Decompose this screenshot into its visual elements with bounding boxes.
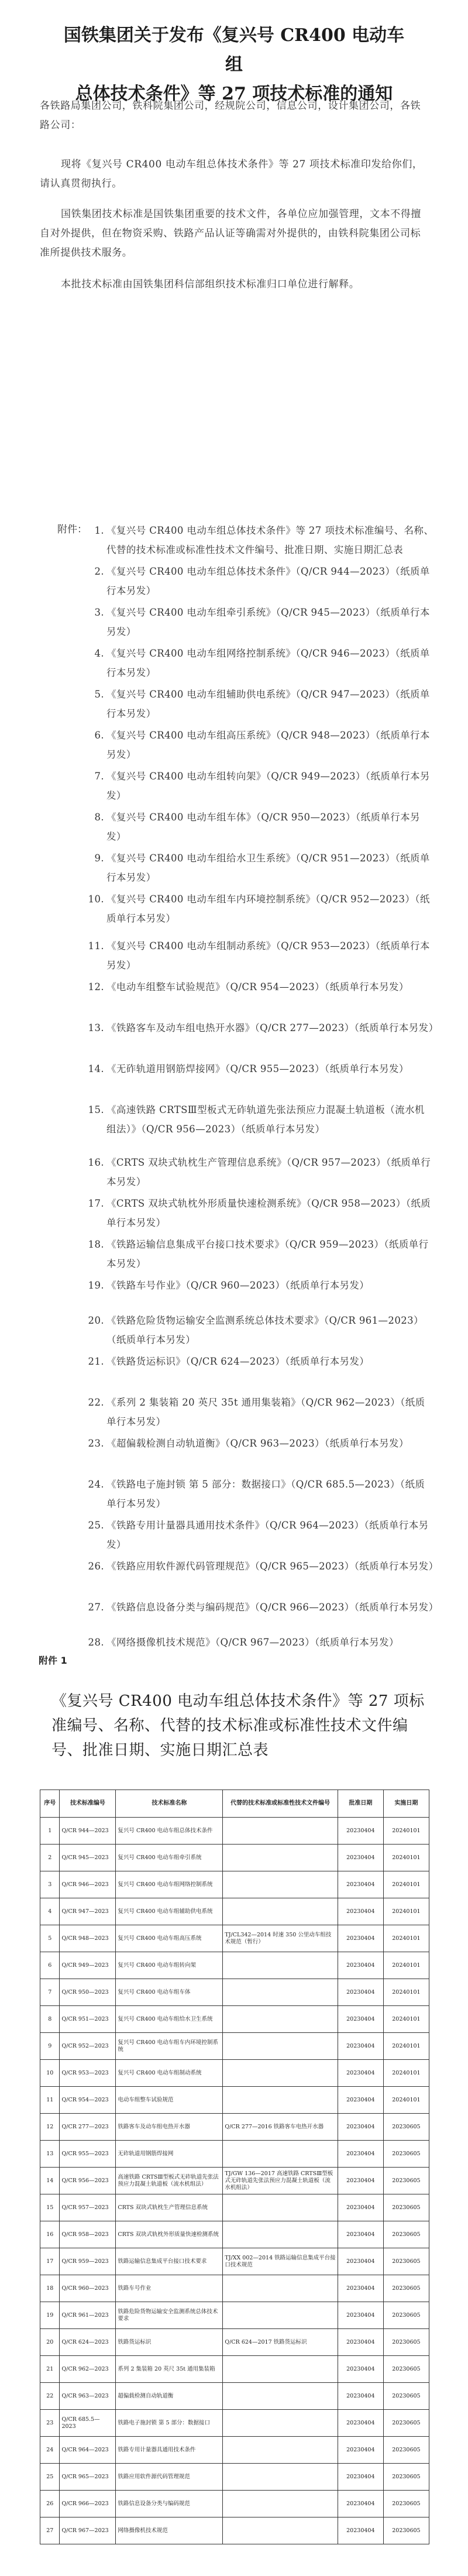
attachment-number: 10. bbox=[88, 894, 104, 905]
attachment-item bbox=[88, 1598, 439, 1617]
table-cell: 13 bbox=[40, 2141, 60, 2168]
table-cell: 20240101 bbox=[383, 1898, 429, 1925]
table-cell: TJ/XX 002—2014 铁路运输信息集成平台接口技术规范 bbox=[223, 2248, 338, 2275]
table-cell: Q/CR 967—2023 bbox=[60, 2517, 116, 2544]
table-cell: 20 bbox=[40, 2329, 60, 2356]
attachment-number: 23. bbox=[88, 1438, 104, 1449]
table-row bbox=[40, 2114, 429, 2141]
attachment-text: 《铁路车号作业》（Q/CR 960—2023）（纸质单行本另发） bbox=[106, 1280, 370, 1291]
table-cell: 20230605 bbox=[383, 2356, 429, 2383]
attachment-number: 24. bbox=[88, 1479, 104, 1490]
attachment-text: 《无砟轨道用钢筋焊接网》（Q/CR 955—2023）（纸质单行本另发） bbox=[106, 1063, 409, 1074]
table-cell bbox=[223, 1871, 338, 1898]
table-cell: 20240101 bbox=[383, 1979, 429, 2006]
attachment-text: 《铁路电子施封锁 第 5 部分：数据接口》（Q/CR 685.5—2023）（纸质单行本另发） bbox=[106, 1479, 425, 1509]
table-cell: 20240101 bbox=[383, 2033, 429, 2060]
table-cell: Q/CR 951—2023 bbox=[60, 2006, 116, 2033]
table-cell: 19 bbox=[40, 2302, 60, 2329]
table-row bbox=[40, 2491, 429, 2517]
table-row bbox=[40, 2087, 429, 2114]
table-cell: Q/CR 956—2023 bbox=[60, 2168, 116, 2194]
attachment-number: 27. bbox=[88, 1602, 104, 1613]
table-row bbox=[40, 2464, 429, 2491]
table-cell: 5 bbox=[40, 1925, 60, 1952]
table-row bbox=[40, 2006, 429, 2033]
attachment-item bbox=[88, 1475, 434, 1513]
attachment-item bbox=[88, 1059, 434, 1079]
table-cell: 20230605 bbox=[383, 2383, 429, 2410]
attachment-text: 《铁路专用计量器具通用技术条件》（Q/CR 964—2023）（纸质单行本另发） bbox=[106, 1520, 429, 1550]
attachment-item bbox=[88, 1516, 434, 1554]
table-cell: Q/CR 947—2023 bbox=[60, 1898, 116, 1925]
attachment-text: 《铁路危险货物运输安全监测系统总体技术要求》（Q/CR 961—2023）（纸质单行本另发） bbox=[106, 1315, 424, 1345]
table-row bbox=[40, 2194, 429, 2221]
table-row bbox=[40, 2356, 429, 2383]
attachment-number: 7. bbox=[94, 771, 104, 782]
table-cell: 铁路危险货物运输安全监测系统总体技术要求 bbox=[116, 2302, 223, 2329]
attachment-text: 《复兴号 CR400 电动车组总体技术条件》（Q/CR 944—2023）（纸质单行本另发） bbox=[106, 566, 430, 596]
attachment-item bbox=[94, 849, 434, 887]
table-row bbox=[40, 2437, 429, 2464]
table-cell: 7 bbox=[40, 1979, 60, 2006]
attachment-text: 《复兴号 CR400 电动车组网络控制系统》（Q/CR 946—2023）（纸质单行本另发） bbox=[106, 648, 430, 678]
attachment-text: 《复兴号 CR400 电动车组辅助供电系统》（Q/CR 947—2023）（纸质单行本另发） bbox=[106, 689, 430, 719]
table-cell bbox=[223, 2087, 338, 2114]
column-header: 技术标准名称 bbox=[116, 1790, 223, 1818]
attachment-text: 《铁路应用软件源代码管理规范》（Q/CR 965—2023）（纸质单行本另发） bbox=[106, 1561, 439, 1572]
table-cell bbox=[223, 2517, 338, 2544]
table-cell: 20230404 bbox=[338, 2248, 383, 2275]
table-cell: 铁路应用软件源代码管理规范 bbox=[116, 2464, 223, 2491]
attachment-number: 9. bbox=[94, 853, 104, 864]
table-cell bbox=[223, 2383, 338, 2410]
attachment-text: 《系列 2 集装箱 20 英尺 35t 通用集装箱》（Q/CR 962—2023）（纸质单行本另发） bbox=[106, 1397, 425, 1427]
table-cell: 复兴号 CR400 电动车组制动系统 bbox=[116, 2060, 223, 2087]
table-cell: Q/CR 948—2023 bbox=[60, 1925, 116, 1952]
attachment-number: 25. bbox=[88, 1520, 104, 1531]
table-cell: Q/CR 945—2023 bbox=[60, 1845, 116, 1871]
attachment-item bbox=[88, 889, 434, 928]
table-cell: 20230605 bbox=[383, 2437, 429, 2464]
attachment-text: 《CRTS 双块式轨枕生产管理信息系统》（Q/CR 957—2023）（纸质单行本另发） bbox=[106, 1157, 431, 1187]
table-cell: 4 bbox=[40, 1898, 60, 1925]
table-cell: 20230605 bbox=[383, 2329, 429, 2356]
table-row bbox=[40, 1979, 429, 2006]
attachment-number: 18. bbox=[88, 1239, 104, 1250]
table-cell: 2 bbox=[40, 1845, 60, 1871]
attachment-item bbox=[88, 1393, 434, 1431]
table-cell: 21 bbox=[40, 2356, 60, 2383]
table-cell: Q/CR 958—2023 bbox=[60, 2221, 116, 2248]
table-row bbox=[40, 1845, 429, 1871]
table-cell: 20230404 bbox=[338, 2221, 383, 2248]
table-cell: 复兴号 CR400 电动车组网络控制系统 bbox=[116, 1871, 223, 1898]
table-cell: 16 bbox=[40, 2221, 60, 2248]
attachment-item bbox=[88, 1276, 434, 1295]
attachment-text: 《复兴号 CR400 电动车组高压系统》（Q/CR 948—2023）（纸质单行本另发） bbox=[106, 730, 430, 760]
table-row bbox=[40, 2060, 429, 2087]
table-cell: 20240101 bbox=[383, 2060, 429, 2087]
table-cell: Q/CR 960—2023 bbox=[60, 2275, 116, 2302]
table-cell bbox=[223, 2356, 338, 2383]
table-cell: Q/CR 963—2023 bbox=[60, 2383, 116, 2410]
table-cell: 复兴号 CR400 电动车组总体技术条件 bbox=[116, 1818, 223, 1845]
table-cell: 铁路运输信息集成平台接口技术要求 bbox=[116, 2248, 223, 2275]
attachment-number: 12. bbox=[88, 981, 104, 992]
table-cell: 20230404 bbox=[338, 2302, 383, 2329]
annex-title: 《复兴号 CR400 电动车组总体技术条件》等 27 项标准编号、名称、代替的技术标准或标准性技术文件编号、批准日期、实施日期汇总表 bbox=[51, 1692, 425, 1759]
attachment-number: 22. bbox=[88, 1397, 104, 1408]
attachment-number: 2. bbox=[94, 566, 104, 577]
table-cell: 铁路专用计量器具通用技术条件 bbox=[116, 2437, 223, 2464]
table-row bbox=[40, 2383, 429, 2410]
table-cell: 12 bbox=[40, 2114, 60, 2141]
attachment-number: 5. bbox=[94, 689, 104, 700]
attachment-number: 28. bbox=[88, 1637, 104, 1648]
paragraph-1: 现将《复兴号 CR400 电动车组总体技术条件》等 27 项技术标准印发给你们，请认真贯彻执行。 bbox=[40, 159, 423, 190]
table-cell: 20230605 bbox=[383, 2464, 429, 2491]
table-cell: 铁路电子施封锁 第 5 部分：数据接口 bbox=[116, 2410, 223, 2437]
table-cell: 20230404 bbox=[338, 2517, 383, 2544]
table-cell: 铁路车号作业 bbox=[116, 2275, 223, 2302]
attachment-item bbox=[88, 936, 434, 975]
table-cell: 6 bbox=[40, 1952, 60, 1979]
attachment-number: 17. bbox=[88, 1198, 104, 1209]
table-cell: 20230404 bbox=[338, 2329, 383, 2356]
attachment-text: 《复兴号 CR400 电动车组转向架》（Q/CR 949—2023）（纸质单行本另发） bbox=[106, 771, 430, 801]
table-row bbox=[40, 1871, 429, 1898]
table-cell: 20230404 bbox=[338, 2033, 383, 2060]
table-cell: 系列 2 集装箱 20 英尺 35t 通用集装箱 bbox=[116, 2356, 223, 2383]
table-cell: Q/CR 952—2023 bbox=[60, 2033, 116, 2060]
table-cell: 20230605 bbox=[383, 2517, 429, 2544]
table-cell: 20230605 bbox=[383, 2141, 429, 2168]
attachment-item bbox=[94, 521, 434, 559]
attachment-item bbox=[88, 1235, 434, 1273]
table-cell: 20230404 bbox=[338, 1818, 383, 1845]
attachment-number: 13. bbox=[88, 1022, 104, 1033]
table-cell: 20230404 bbox=[338, 2087, 383, 2114]
table-cell: Q/CR 624—2017 铁路货运标识 bbox=[223, 2329, 338, 2356]
attachment-item bbox=[88, 1633, 434, 1652]
table-cell: Q/CR 959—2023 bbox=[60, 2248, 116, 2275]
table-cell: Q/CR 949—2023 bbox=[60, 1952, 116, 1979]
table-cell: Q/CR 950—2023 bbox=[60, 1979, 116, 2006]
table-cell: 20230404 bbox=[338, 1979, 383, 2006]
attachment-item bbox=[88, 1311, 434, 1349]
table-cell: 3 bbox=[40, 1871, 60, 1898]
table-cell: 20230605 bbox=[383, 2168, 429, 2194]
table-cell: 20230404 bbox=[338, 1952, 383, 1979]
table-cell: 26 bbox=[40, 2491, 60, 2517]
table-cell: Q/CR 624—2023 bbox=[60, 2329, 116, 2356]
table-cell: 22 bbox=[40, 2383, 60, 2410]
table-cell: 20230605 bbox=[383, 2275, 429, 2302]
table-cell: 1 bbox=[40, 1818, 60, 1845]
table-cell: 无砟轨道用钢筋焊接网 bbox=[116, 2141, 223, 2168]
attachment-item bbox=[88, 1194, 434, 1232]
attachment-text: 《铁路信息设备分类与编码规范》（Q/CR 966—2023）（纸质单行本另发） bbox=[106, 1602, 439, 1613]
attachment-text: 《铁路运输信息集成平台接口技术要求》（Q/CR 959—2023）（纸质单行本另发） bbox=[106, 1239, 429, 1269]
attachment-number: 26. bbox=[88, 1561, 104, 1572]
notice-title bbox=[58, 21, 410, 109]
table-cell: 17 bbox=[40, 2248, 60, 2275]
table-cell bbox=[223, 1818, 338, 1845]
column-header: 序号 bbox=[40, 1790, 60, 1818]
paragraph-3: 本批技术标准由国铁集团科信部组织技术标准归口单位进行解释。 bbox=[61, 279, 360, 290]
table-cell bbox=[223, 1898, 338, 1925]
table-row bbox=[40, 2517, 429, 2544]
attachment-item bbox=[88, 1434, 434, 1453]
table-cell: Q/CR 955—2023 bbox=[60, 2141, 116, 2168]
table-cell: 25 bbox=[40, 2464, 60, 2491]
attachment-text: 《复兴号 CR400 电动车组牵引系统》（Q/CR 945—2023）（纸质单行本另发） bbox=[106, 607, 430, 637]
table-cell: Q/CR 964—2023 bbox=[60, 2437, 116, 2464]
table-cell: 20230404 bbox=[338, 2464, 383, 2491]
table-cell: 20240101 bbox=[383, 2006, 429, 2033]
attachment-text: 《高速铁路 CRTSⅢ型板式无砟轨道先张法预应力混凝土轨道板（流水机组法）》（Q/CR 956—2023）（纸质单行本另发） bbox=[106, 1104, 425, 1135]
attachment-number: 21. bbox=[88, 1356, 104, 1367]
attachment-item bbox=[94, 685, 434, 723]
table-row bbox=[40, 2141, 429, 2168]
table-cell: 高速铁路 CRTSⅢ型板式无砟轨道先张法预应力混凝土轨道板（流水机组法） bbox=[116, 2168, 223, 2194]
column-header: 实施日期 bbox=[383, 1790, 429, 1818]
table-cell: 20230605 bbox=[383, 2248, 429, 2275]
attachment-number: 19. bbox=[88, 1280, 104, 1291]
attachment-number: 11. bbox=[88, 940, 104, 952]
attachment-number: 16. bbox=[88, 1157, 104, 1168]
attachment-item bbox=[94, 767, 434, 805]
table-cell: CRTS 双块式轨枕外形质量快速检测系统 bbox=[116, 2221, 223, 2248]
attachment-item bbox=[88, 1352, 434, 1371]
table-cell: 27 bbox=[40, 2517, 60, 2544]
table-cell: 15 bbox=[40, 2194, 60, 2221]
attachment-text: 《复兴号 CR400 电动车组制动系统》（Q/CR 953—2023）（纸质单行本另发） bbox=[106, 940, 430, 971]
attachment-number: 3. bbox=[94, 607, 104, 618]
table-cell: 20230404 bbox=[338, 2114, 383, 2141]
attachment-text: 《电动车组整车试验规范》（Q/CR 954—2023）（纸质单行本另发） bbox=[106, 981, 409, 992]
attachment-number: 6. bbox=[94, 730, 104, 741]
table-cell bbox=[223, 1979, 338, 2006]
table-cell: Q/CR 685.5—2023 bbox=[60, 2410, 116, 2437]
attachment-text: 《复兴号 CR400 电动车组给水卫生系统》（Q/CR 951—2023）（纸质单行本另发） bbox=[106, 853, 430, 883]
table-cell: 复兴号 CR400 电动车组车内环境控制系统 bbox=[116, 2033, 223, 2060]
attachment-item bbox=[88, 1100, 434, 1139]
attachment-item bbox=[88, 1153, 434, 1191]
table-cell bbox=[223, 1845, 338, 1871]
table-cell: 超偏载检测自动轨道衡 bbox=[116, 2383, 223, 2410]
attachment-item bbox=[88, 977, 434, 997]
table-cell: 铁路信息设备分类与编码规范 bbox=[116, 2491, 223, 2517]
attachment-number: 14. bbox=[88, 1063, 104, 1074]
table-cell: 20230404 bbox=[338, 2383, 383, 2410]
table-cell: Q/CR 966—2023 bbox=[60, 2491, 116, 2517]
table-row bbox=[40, 2410, 429, 2437]
table-cell: 8 bbox=[40, 2006, 60, 2033]
table-cell: TJ/GW 136—2017 高速铁路 CRTSⅢ型板式无砟轨道先张法预应力混凝土轨道板（流水机组法） bbox=[223, 2168, 338, 2194]
table-cell bbox=[223, 2437, 338, 2464]
attachment-text: 《复兴号 CR400 电动车组总体技术条件》等 27 项技术标准编号、名称、代替的技术标准或标准性技术文件编号、批准日期、实施日期汇总表 bbox=[106, 525, 434, 555]
attachment-item bbox=[94, 562, 434, 600]
column-header: 批准日期 bbox=[338, 1790, 383, 1818]
attachment-item bbox=[94, 644, 434, 682]
table-cell bbox=[223, 2006, 338, 2033]
table-cell: 20240101 bbox=[383, 1845, 429, 1871]
attachment-item bbox=[94, 603, 434, 641]
table-cell: Q/CR 961—2023 bbox=[60, 2302, 116, 2329]
table-cell bbox=[223, 2033, 338, 2060]
table-cell: 20230605 bbox=[383, 2194, 429, 2221]
attachment-text: 《CRTS 双块式轨枕外形质量快速检测系统》（Q/CR 958—2023）（纸质单行本另发） bbox=[106, 1198, 431, 1228]
table-cell: 复兴号 CR400 电动车组辅助供电系统 bbox=[116, 1898, 223, 1925]
table-cell: 20230404 bbox=[338, 1898, 383, 1925]
attachment-number: 8. bbox=[94, 812, 104, 823]
table-cell: 20230404 bbox=[338, 1845, 383, 1871]
table-cell: 复兴号 CR400 电动车组转向架 bbox=[116, 1952, 223, 1979]
table-cell: 复兴号 CR400 电动车组给水卫生系统 bbox=[116, 2006, 223, 2033]
attachment-number: 4. bbox=[94, 648, 104, 659]
table-cell: 20230404 bbox=[338, 2194, 383, 2221]
table-cell bbox=[223, 2464, 338, 2491]
table-cell: 20240101 bbox=[383, 1925, 429, 1952]
table-cell: 20230404 bbox=[338, 2060, 383, 2087]
table-row bbox=[40, 1952, 429, 1979]
table-row bbox=[40, 2221, 429, 2248]
table-cell bbox=[223, 2410, 338, 2437]
attachment-item bbox=[94, 808, 434, 846]
table-cell: 电动车组整车试验规范 bbox=[116, 2087, 223, 2114]
attachment-text: 《复兴号 CR400 电动车组车体》（Q/CR 950—2023）（纸质单行本另发） bbox=[106, 812, 420, 842]
attachment-text: 《超偏载检测自动轨道衡》（Q/CR 963—2023）（纸质单行本另发） bbox=[106, 1438, 409, 1449]
table-cell: 14 bbox=[40, 2168, 60, 2194]
table-cell: 11 bbox=[40, 2087, 60, 2114]
table-cell: 铁路客车及动车组电热开水器 bbox=[116, 2114, 223, 2141]
table-cell: 23 bbox=[40, 2410, 60, 2437]
table-row bbox=[40, 2302, 429, 2329]
title-line-1: 国铁集团关于发布《复兴号 CR400 电动车组 bbox=[63, 25, 405, 75]
table-cell: 18 bbox=[40, 2275, 60, 2302]
paragraph-2: 国铁集团技术标准是国铁集团重要的技术文件，各单位应加强管理，文本不得擅自对外提供，但在物资采购、铁路产品认证等确需对外提供的，由铁科院集团公司标准所提供技术服务。 bbox=[40, 208, 421, 259]
table-cell: CRTS 双块式轨枕生产管理信息系统 bbox=[116, 2194, 223, 2221]
attachment-item bbox=[88, 1557, 439, 1576]
column-header: 代替的技术标准或标准性技术文件编号 bbox=[223, 1790, 338, 1818]
table-cell: 20230404 bbox=[338, 2006, 383, 2033]
table-cell: 20230404 bbox=[338, 2141, 383, 2168]
table-cell: 20230404 bbox=[338, 2410, 383, 2437]
attachment-item bbox=[94, 726, 434, 764]
attachment-number: 1. bbox=[94, 525, 104, 536]
table-cell: 20230404 bbox=[338, 2275, 383, 2302]
column-header: 技术标准编号 bbox=[60, 1790, 116, 1818]
table-cell bbox=[223, 2141, 338, 2168]
table-cell: 20240101 bbox=[383, 1952, 429, 1979]
table-cell: 20230404 bbox=[338, 1871, 383, 1898]
attachment-item bbox=[88, 1018, 439, 1038]
table-cell: Q/CR 944—2023 bbox=[60, 1818, 116, 1845]
table-row bbox=[40, 2248, 429, 2275]
table-row bbox=[40, 1898, 429, 1925]
table-cell: 20230605 bbox=[383, 2491, 429, 2517]
recipients: 各铁路局集团公司，铁科院集团公司，经规院公司，信息公司，设计集团公司，各铁路公司： bbox=[40, 100, 421, 131]
table-cell: Q/CR 957—2023 bbox=[60, 2194, 116, 2221]
table-cell: 20230605 bbox=[383, 2302, 429, 2329]
table-cell bbox=[223, 2275, 338, 2302]
annex-label: 附件 1 bbox=[39, 1655, 67, 1666]
table-cell: 20240101 bbox=[383, 1871, 429, 1898]
table-cell: 复兴号 CR400 电动车组车体 bbox=[116, 1979, 223, 2006]
table-row bbox=[40, 2275, 429, 2302]
table-cell bbox=[223, 1952, 338, 1979]
table-cell bbox=[223, 2302, 338, 2329]
attachment-number: 15. bbox=[88, 1104, 104, 1115]
table-cell: 20240101 bbox=[383, 1818, 429, 1845]
table-cell: Q/CR 277—2016 铁路客车电热开水器 bbox=[223, 2114, 338, 2141]
table-row bbox=[40, 2033, 429, 2060]
table-cell bbox=[223, 2060, 338, 2087]
table-cell: 10 bbox=[40, 2060, 60, 2087]
table-cell: 复兴号 CR400 电动车组高压系统 bbox=[116, 1925, 223, 1952]
table-cell: 复兴号 CR400 电动车组牵引系统 bbox=[116, 1845, 223, 1871]
table-cell: 9 bbox=[40, 2033, 60, 2060]
table-row bbox=[40, 1925, 429, 1952]
attachment-text: 《复兴号 CR400 电动车组车内环境控制系统》（Q/CR 952—2023）（纸质单行本另发） bbox=[106, 894, 430, 924]
table-cell: Q/CR 953—2023 bbox=[60, 2060, 116, 2087]
table-cell bbox=[223, 2491, 338, 2517]
table-cell: Q/CR 954—2023 bbox=[60, 2087, 116, 2114]
table-cell: 20230605 bbox=[383, 2221, 429, 2248]
table-cell: 20230605 bbox=[383, 2410, 429, 2437]
table-cell bbox=[223, 2221, 338, 2248]
table-cell bbox=[223, 2194, 338, 2221]
table-cell: 网络摄像机技术规范 bbox=[116, 2517, 223, 2544]
table-cell: 20240101 bbox=[383, 2087, 429, 2114]
attachment-number: 20. bbox=[88, 1315, 104, 1326]
table-cell: Q/CR 962—2023 bbox=[60, 2356, 116, 2383]
attachments-label: 附件： bbox=[57, 524, 87, 535]
table-cell: 20230605 bbox=[383, 2114, 429, 2141]
table-row bbox=[40, 2168, 429, 2194]
table-cell: Q/CR 277—2023 bbox=[60, 2114, 116, 2141]
table-cell: 20230404 bbox=[338, 2168, 383, 2194]
table-cell: TJ/CL342—2014 时速 350 公里动车组技术规范（暂行） bbox=[223, 1925, 338, 1952]
table-cell: 20230404 bbox=[338, 2437, 383, 2464]
table-cell: 20230404 bbox=[338, 2356, 383, 2383]
table-cell: 铁路货运标识 bbox=[116, 2329, 223, 2356]
table-cell: Q/CR 946—2023 bbox=[60, 1871, 116, 1898]
table-cell: 24 bbox=[40, 2437, 60, 2464]
table-cell: 20230404 bbox=[338, 2491, 383, 2517]
table-cell: 20230404 bbox=[338, 1925, 383, 1952]
attachment-text: 《铁路货运标识》（Q/CR 624—2023）（纸质单行本另发） bbox=[106, 1356, 370, 1367]
table-header-row bbox=[40, 1790, 429, 1818]
table-row bbox=[40, 1818, 429, 1845]
table-row bbox=[40, 2329, 429, 2356]
attachment-text: 《网络摄像机技术规范》（Q/CR 967—2023）（纸质单行本另发） bbox=[106, 1637, 399, 1648]
summary-table bbox=[40, 1790, 429, 2544]
title-line-2: 总体技术条件》等 27 项技术标准的通知 bbox=[75, 84, 393, 104]
attachment-text: 《铁路客车及动车组电热开水器》（Q/CR 277—2023）（纸质单行本另发） bbox=[106, 1022, 439, 1033]
table-cell: Q/CR 965—2023 bbox=[60, 2464, 116, 2491]
